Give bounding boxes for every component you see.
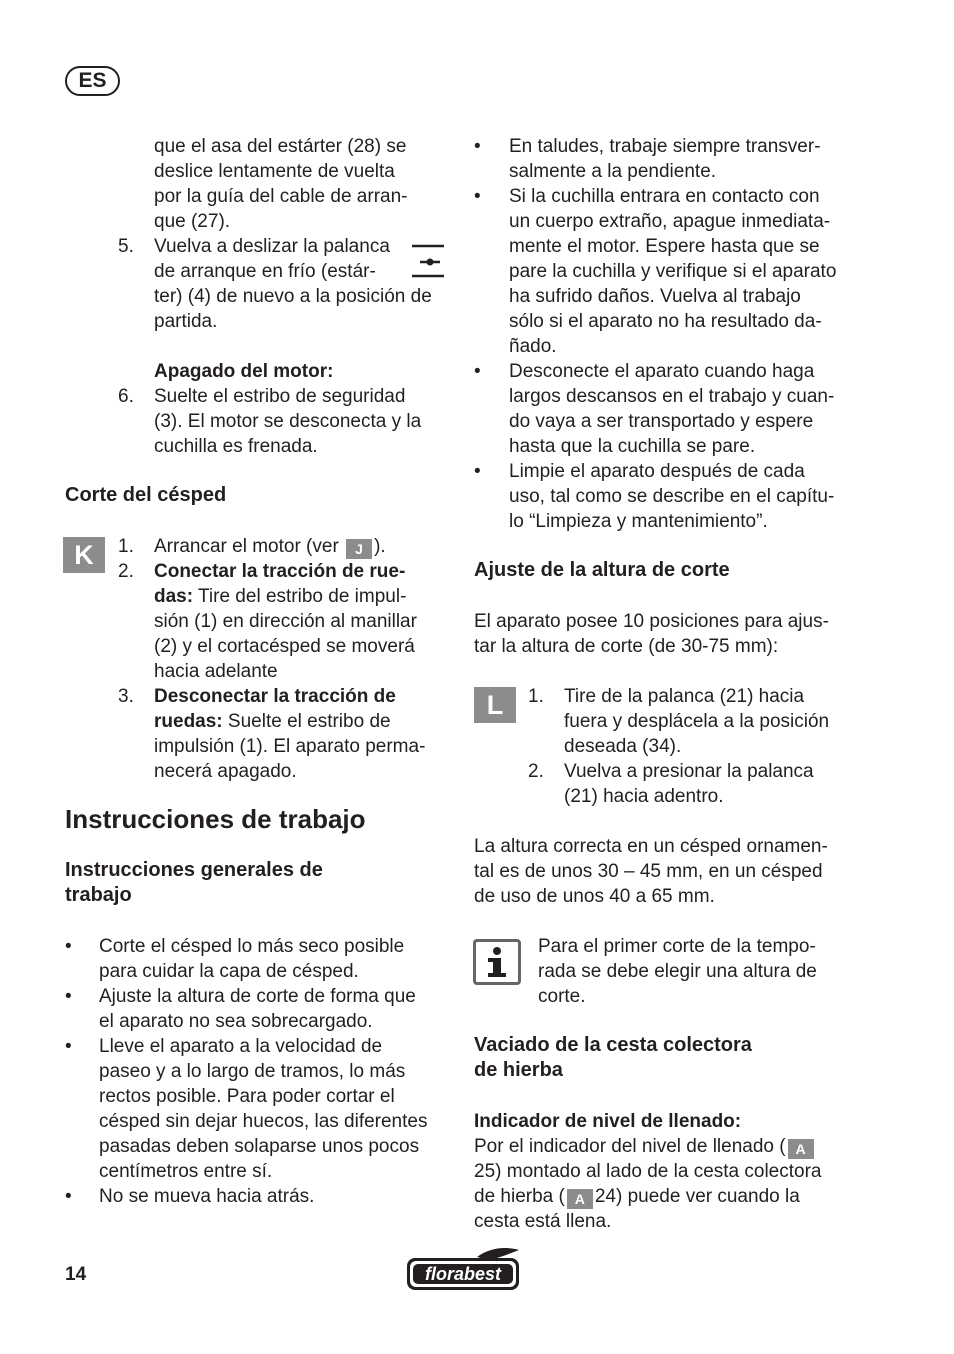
- list-item: • Ajuste la altura de corte de forma que el aparato no sea sobrecargado.: [65, 986, 416, 1032]
- section-heading-vaciado: Vaciado de la cesta colectora de hierba: [474, 1034, 752, 1081]
- general-bullet-list: [65, 934, 465, 1209]
- list-item: • Desconecte el aparato cuando haga largos descansos en el trabajo y cuan- do vaya a ser transportado y espere hasta que la cuchilla se pare.: [474, 361, 835, 457]
- language-badge: ES: [65, 66, 120, 96]
- step-5-number: 5.: [118, 236, 134, 257]
- k-step-3-text: Desconectar la tracción de ruedas: Suelte el estribo de impulsión (1). El aparato perma- necerá apagado.: [154, 686, 426, 782]
- k-step-1-number: 1.: [118, 536, 134, 557]
- engine-off-title: Apagado del motor:: [154, 361, 334, 382]
- k-step-2-number: 2.: [118, 561, 134, 582]
- step-5-text: Vuelva a deslizar la palanca de arranque en frío (estár- ter) (4) de nuevo a la posición de partida.: [154, 236, 432, 332]
- k-step-1-text: Arrancar el motor (ver J ).: [154, 536, 386, 557]
- step-6-number: 6.: [118, 386, 134, 407]
- list-item: • Limpie el aparato después de cada uso, tal como se describe en el capítu- lo “Limpieza y mantenimiento”.: [474, 461, 835, 532]
- l-step-2-text: Vuelva a presionar la palanca (21) hacia adentro.: [564, 761, 814, 807]
- svg-text:florabest: florabest: [424, 1264, 502, 1284]
- figure-l-badge: L: [474, 687, 516, 723]
- section-heading-corte: Corte del césped: [65, 484, 227, 506]
- choke-lever-icon: [410, 242, 446, 280]
- info-note-text: Para el primer corte de la tempo- rada se debe elegir una altura de corte.: [538, 936, 817, 1007]
- section-heading-ajuste: Ajuste de la altura de corte: [474, 559, 730, 581]
- k-step-3-number: 3.: [118, 686, 134, 707]
- list-item: • En taludes, trabaje siempre transver- salmente a la pendiente.: [474, 136, 821, 182]
- info-icon: [473, 939, 521, 985]
- l-step-1-text: Tire de la palanca (21) hacia fuera y desplácela a la posición deseada (34).: [564, 686, 830, 757]
- figure-j-reference: J: [346, 539, 372, 559]
- list-item: • No se mueva hacia atrás.: [65, 1186, 315, 1207]
- main-heading: Instrucciones de trabajo: [65, 804, 366, 834]
- k-step-2-text: Conectar la tracción de rue- das: Tire del estribo de impul- sión (1) en dirección al manillar (2) y el cortacésped se moverá hacia adelante: [154, 561, 417, 682]
- l-step-2-number: 2.: [528, 761, 544, 782]
- section-heading-general: Instrucciones generales de trabajo: [65, 859, 323, 906]
- list-item: • Si la cuchilla entrara en contacto con un cuerpo extraño, apague inmediata- mente el motor. Espere hasta que se pare la cuchilla y verifique si el aparato ha sufrido daños. Vuelva al trabajo sólo si el aparato no ha resultado da- ñado.: [474, 186, 837, 357]
- cutting-height-text: La altura correcta en un césped ornamen- tal es de unos 30 – 45 mm, en un césped de uso de unos 40 a 65 mm.: [474, 836, 828, 907]
- l-step-1-number: 1.: [528, 686, 544, 707]
- page-number: 14: [65, 1264, 87, 1285]
- ajuste-intro-text: El aparato posee 10 posiciones para ajus- tar la altura de corte (de 30-75 mm):: [474, 611, 829, 657]
- figure-a-reference: A: [788, 1139, 814, 1159]
- figure-a-reference: A: [567, 1189, 593, 1209]
- florabest-logo-icon: [405, 1248, 521, 1292]
- step-6-text: Suelte el estribo de seguridad (3). El motor se desconecta y la cuchilla es frenada.: [154, 386, 422, 457]
- figure-k-badge: K: [63, 537, 105, 573]
- safety-bullet-list: [474, 134, 874, 534]
- list-item: • Lleve el aparato a la velocidad de paseo y a lo largo de tramos, lo más rectos posible. Para poder cortar el césped sin dejar huecos, las diferentes pasadas deben solaparse unos pocos centímetros entre sí.: [65, 1036, 428, 1182]
- fill-indicator-text: Por el indicador del nivel de llenado ( A 25) montado al lado de la cesta colectora de hierba ( A 24) puede ver cuando la cesta está llena.: [474, 1136, 822, 1232]
- continued-step-text: que el asa del estárter (28) se deslice lentamente de vuelta por la guía del cable de arran- que (27).: [154, 136, 408, 232]
- list-item: • Corte el césped lo más seco posible para cuidar la capa de césped.: [65, 936, 405, 982]
- fill-indicator-title: Indicador de nivel de llenado:: [474, 1111, 742, 1132]
- brand-logo: [405, 1248, 521, 1297]
